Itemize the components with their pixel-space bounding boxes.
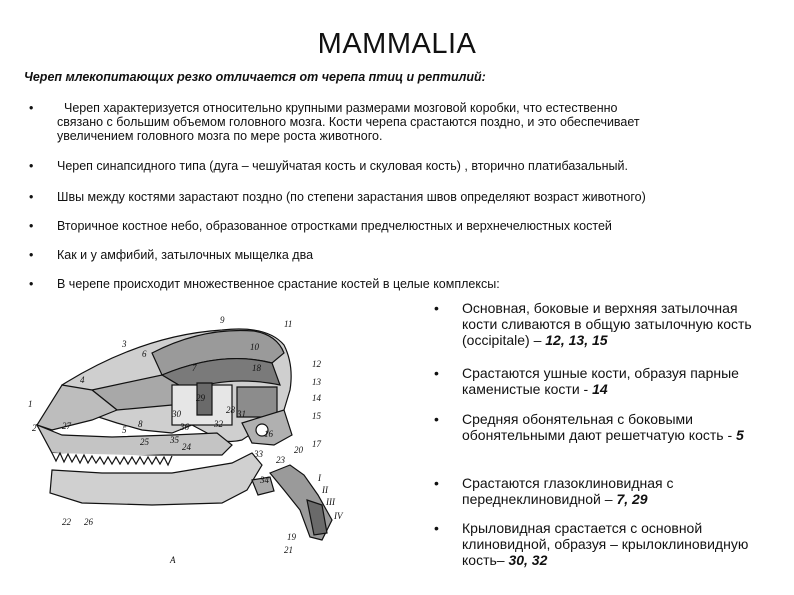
figure-label: 2 xyxy=(32,423,37,433)
complex-text: Средняя обонятельная с боковыми обонятельными дают решетчатую кость - 5 xyxy=(462,411,744,443)
figure-label: 13 xyxy=(312,377,321,387)
figure-label: 33 xyxy=(254,449,263,459)
bullet-text-line: связано с большим объемом головного мозга. Кости черепа срастаются поздно, и это обеспечивает xyxy=(57,115,640,129)
page-title: MAMMALIA xyxy=(317,28,477,60)
figure-label: 21 xyxy=(284,545,293,555)
figure-label: 35 xyxy=(170,435,179,445)
bone-numbers: 5 xyxy=(736,427,744,443)
figure-label: 15 xyxy=(312,411,321,421)
figure-label: 22 xyxy=(62,517,71,527)
figure-label: 4 xyxy=(80,375,85,385)
bone-numbers: 7, 29 xyxy=(616,491,648,507)
figure-label: 30 xyxy=(172,409,181,419)
bone-numbers: 14 xyxy=(592,381,608,397)
figure-label: 17 xyxy=(312,439,321,449)
figure-label: 19 xyxy=(287,532,296,542)
figure-label: 18 xyxy=(252,363,261,373)
figure-label: 24 xyxy=(182,442,191,452)
bullet-text: Череп синапсидного типа (дуга – чешуйчатая кость и скуловая кость) , вторично платибазальный. xyxy=(57,159,628,173)
figure-label: 3 xyxy=(122,339,127,349)
figure-label: 34 xyxy=(260,475,269,485)
figure-label: 7 xyxy=(192,363,197,373)
figure-label: I xyxy=(318,473,321,483)
bullet-dot: • xyxy=(29,190,34,204)
figure-label: 31 xyxy=(237,409,246,419)
bullet-dot: • xyxy=(434,411,439,427)
bullet-text: Как и у амфибий, затылочных мыщелка два xyxy=(57,248,314,262)
figure-label: 23 xyxy=(276,455,285,465)
figure-label: 26 xyxy=(84,517,93,527)
figure-label: II xyxy=(322,485,328,495)
bullet-text: В черепе происходит множественное срастание костей в целые комплексы: xyxy=(57,277,500,291)
skull-figure xyxy=(22,305,352,577)
figure-label: А xyxy=(170,555,176,565)
bullet-dot: • xyxy=(29,248,34,262)
figure-label: 16 xyxy=(264,429,273,439)
figure-label: 20 xyxy=(294,445,303,455)
figure-label: 28 xyxy=(226,405,235,415)
bullet-dot: • xyxy=(29,101,34,115)
bullet-text-line: увеличением головного мозга по мере роста животного. xyxy=(57,129,383,143)
bullet-text-line: Череп характеризуется относительно крупными размерами мозговой коробки, что естественно xyxy=(64,101,618,115)
bullet-text: Вторичное костное небо, образованное отростками предчелюстных и верхнечелюстных костей xyxy=(57,219,612,233)
bullet-dot: • xyxy=(434,365,439,381)
figure-label: 32 xyxy=(214,419,223,429)
figure-label: 9 xyxy=(220,315,225,325)
bullet-dot: • xyxy=(434,300,439,316)
bullet-dot: • xyxy=(29,159,34,173)
figure-label: 10 xyxy=(250,342,259,352)
figure-label: III xyxy=(326,497,335,507)
figure-label: 14 xyxy=(312,393,321,403)
figure-label: 11 xyxy=(284,319,293,329)
bone-numbers: 30, 32 xyxy=(508,552,548,568)
figure-label: 27 xyxy=(62,421,71,431)
figure-label: 12 xyxy=(312,359,321,369)
bullet-dot: • xyxy=(434,520,439,536)
bone-numbers: 12, 13, 15 xyxy=(545,332,608,348)
figure-label: 5 xyxy=(122,425,127,435)
figure-label: 6 xyxy=(142,349,147,359)
subtitle: Череп млекопитающих резко отличается от черепа птиц и рептилий: xyxy=(24,70,486,84)
figure-label: 25 xyxy=(140,437,149,447)
figure-label: 8 xyxy=(138,419,143,429)
bullet-text: Швы между костями зарастают поздно (по степени зарастания швов определяют возраст животного) xyxy=(57,190,646,204)
figure-label: 1 xyxy=(28,399,33,409)
figure-label: IV xyxy=(334,511,343,521)
complex-text: Срастаются ушные кости, образуя парные каменистые кости - 14 xyxy=(462,365,739,397)
figure-label: 36 xyxy=(180,422,189,432)
skull-drawing xyxy=(37,329,332,540)
complex-text: Срастаются глазоклиновидная с переднеклиновидной – 7, 29 xyxy=(462,475,674,507)
bullet-dot: • xyxy=(29,219,34,233)
complex-text: Основная, боковые и верхняя затылочная кости сливаются в общую затылочную кость (occipitale) – 12, 13, 15 xyxy=(462,300,752,348)
bullet-dot: • xyxy=(434,475,439,491)
figure-label: 29 xyxy=(196,393,205,403)
complex-text: Крыловидная срастается с основной клиновидной, образуя – крылоклиновидную кость– 30, 32 xyxy=(462,520,749,568)
bullet-dot: • xyxy=(29,277,34,291)
